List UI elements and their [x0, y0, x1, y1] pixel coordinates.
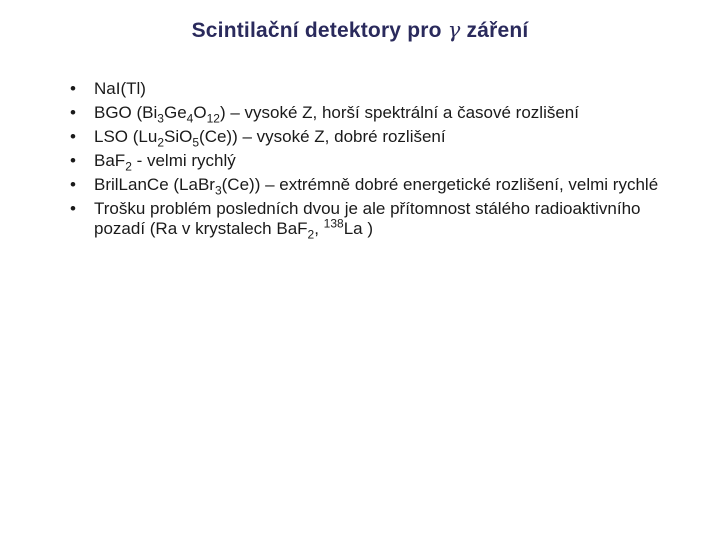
gamma-symbol: γ: [447, 18, 461, 42]
superscript: 138: [323, 216, 344, 231]
text-run: Ge: [163, 103, 187, 122]
subscript: 2: [157, 135, 164, 150]
bullet-marker: •: [70, 151, 76, 170]
bullet-marker: •: [70, 103, 76, 122]
text-run: ) – vysoké Z, horší spektrální a časové rozlišení: [219, 103, 579, 122]
bullet-text: [94, 79, 146, 98]
slide-title-suffix: záření: [460, 19, 529, 42]
bullet-text: [94, 151, 236, 174]
subscript: 2: [125, 159, 132, 174]
text-run: ,: [314, 219, 324, 238]
bullet-text: [94, 103, 579, 126]
slide-title: [0, 18, 720, 43]
bullet-marker: •: [70, 199, 76, 218]
text-run: - velmi rychlý: [131, 151, 236, 170]
subscript: 3: [157, 111, 164, 126]
text-run: BaF: [94, 151, 126, 170]
bullet-item: [70, 199, 690, 242]
text-run: O: [193, 103, 207, 122]
text-run: BGO (Bi: [94, 103, 158, 122]
text-run: Trošku problém posledních dvou je ale přítomnost stálého radioaktivního pozadí (Ra v krystalech BaF: [94, 199, 641, 238]
text-run: La ): [343, 219, 373, 238]
text-run: NaI(Tl): [94, 79, 146, 98]
subscript: 12: [206, 111, 220, 126]
bullet-item: [70, 79, 690, 99]
subscript: 4: [186, 111, 194, 126]
text-run: LSO (Lu: [94, 127, 158, 146]
bullet-text: [94, 199, 641, 242]
bullet-item: [70, 151, 690, 174]
text-run: (Ce)) – extrémně dobré energetické rozlišení, velmi rychlé: [221, 175, 659, 194]
bullet-item: [70, 103, 690, 126]
text-run: (Ce)) – vysoké Z, dobré rozlišení: [199, 127, 446, 146]
text-run: BrilLanCe (LaBr: [94, 175, 215, 194]
bullet-marker: •: [70, 175, 76, 194]
bullet-list: [70, 79, 690, 243]
bullet-marker: •: [70, 79, 76, 98]
subscript: 2: [307, 227, 315, 242]
bullet-item: [70, 127, 690, 150]
bullet-item: [70, 175, 690, 198]
slide-title-prefix: Scintilační detektory pro: [191, 19, 448, 42]
subscript: 5: [192, 135, 200, 150]
subscript: 3: [214, 183, 222, 198]
bullet-text: [94, 127, 446, 150]
bullet-text: [94, 175, 659, 198]
text-run: SiO: [164, 127, 193, 146]
bullet-marker: •: [70, 127, 76, 146]
